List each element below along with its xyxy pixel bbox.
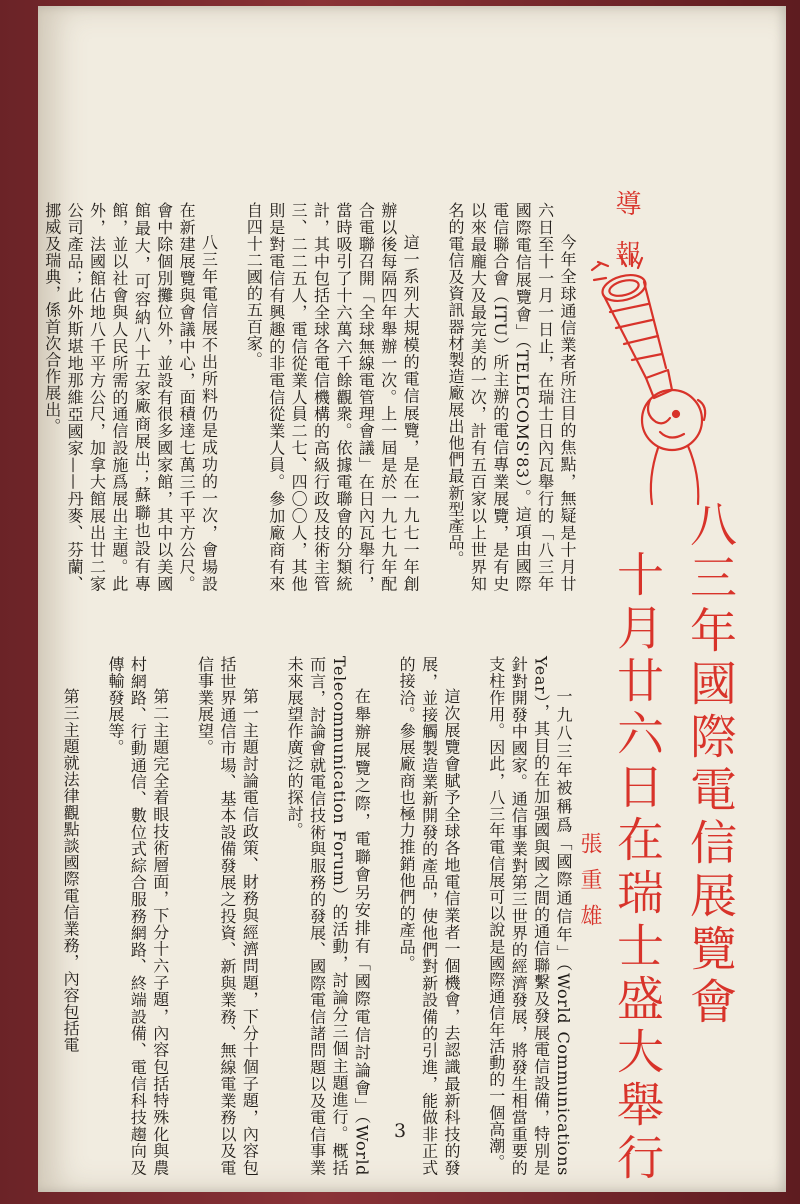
article-title-line-1: 八三年國際電信展覽會 — [682, 500, 737, 1030]
paragraph: 第一主題討論電信政策、財務與經濟問題，下分十個子題，內容包括世界通信市場、基本設備發展之投資、新與業務、無線電業務以及電信事業展望。 — [195, 656, 260, 1176]
paragraph: 一九八三年被稱爲「國際通信年」（World Communications Year），其目的在加强國與國之間的通信聯繫及發展電信設備，特別是針對開發中國家。通信事業對第三世界的經濟發展，將發生相當重要的支柱作用。因此，八三年電信展可以說是國際通信年活動的一個高潮。 — [486, 656, 573, 1176]
article-body-upper — [42, 202, 578, 592]
paragraph: 八三年電信展不出所料仍是成功的一次，會場設在新建展覽與會議中心，面積達七萬三千平方公尺。會中除個別攤位外，並設有很多國家館，其中以美國館最大，可容納八十五家廠商展出；蘇聯也設有專館，並以社會與人民所需的通信設施爲展出主題。此外，法國館佔地八千平方公尺，加拿大館展出廿二家公司產品；此外斯堪地那維亞國家——丹麥、芬蘭、挪威及瑞典，係首次合作展出。 — [42, 202, 219, 592]
paragraph: 這一系列大規模的電信展覽，是在一九七一年創辦以後每隔四年舉辦一次。上一屆是於一九七九年配合電聯召開「全球無線電管理會議」在日內瓦舉行，當時吸引了十六萬六千餘觀衆。依據電聯會的分類統計，其中包括全球各電信機構的高級行政及技術主管三、二二五人，電信從業人員二七、四〇〇人，其他則是對電信有興趣的非電信從業人員。參加廠商有來自四十二國的五百家。 — [244, 202, 421, 592]
section-label: 導報 — [611, 190, 641, 290]
paragraph: 這次展覽會賦予全球各地電信業者一個機會，去認識最新科技的發展，並接觸製造業新開發的產品，使他們對新設備的引進，能做非正式的接洽。參展廠商也極力推銷他們的產品。 — [397, 656, 461, 1176]
paragraph: 在舉辦展覽之際，電聯會另安排有「國際電信討論會」（World Telecommunication Forum）的活動，討論分三個主題進行。概括而言，討論會就電信技術與服務的發展、國際電信諸問題以及電信事業未來展望作廣泛的探討。 — [285, 656, 372, 1176]
paragraph: 第三主題就法律觀點談國際電信業務，內容包括電 — [61, 688, 81, 1054]
article-body-lower — [61, 656, 574, 1176]
article-title-line-2: 十月廿六日在瑞士盛大舉行 — [609, 550, 664, 1186]
paragraph: 第二主題完全着眼技術層面，下分十六子題，內容包括特殊化與農村網路、行動通信、數位式綜合服務網路、終端設備、電信科技趨向及傳輸發展等。 — [105, 656, 170, 1176]
megaphone-illustration-icon — [580, 250, 720, 510]
author-name: 張重雄 — [577, 832, 602, 940]
paragraph: 今年全球通信業者所注目的焦點，無疑是十月廿六日至十一月一日止，在瑞士日內瓦舉行的「八三年國際電信展覽會」（TELECOMS'83）。這項由國際電信聯合會（ITU）所主辦的電信專業展覽，是有史以來最龐大及最完美的一次，計有五百家以上世界知名的電信及資訊器材製造廠展出他們最新型產品。 — [445, 202, 577, 592]
page-number: 3 — [393, 1120, 407, 1142]
